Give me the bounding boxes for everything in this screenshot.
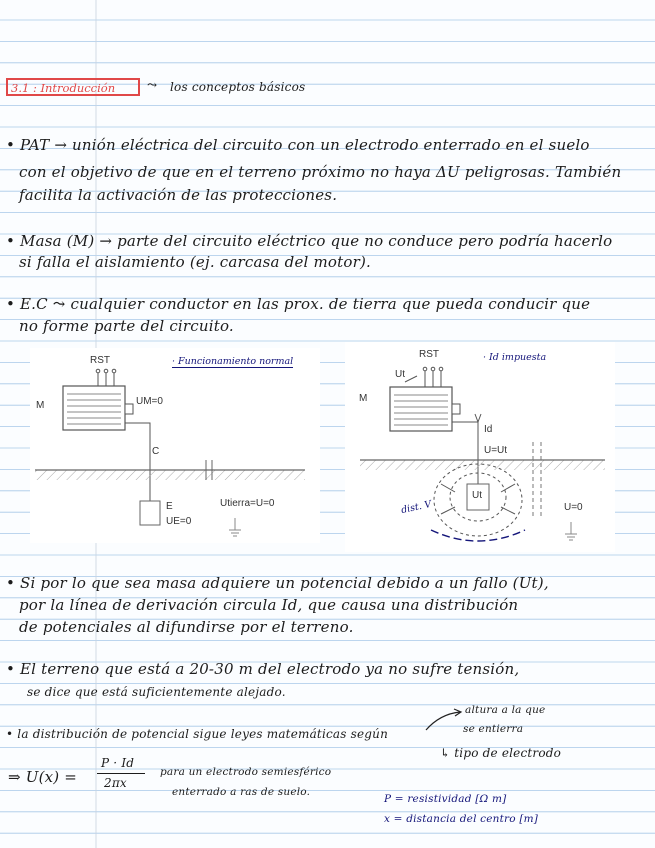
terreno-line-1: • El terreno que está a 20-30 m del electrodo ya no sufre tensión, — [6, 660, 520, 678]
formula-denominator: 2πx — [104, 776, 127, 790]
u-equals-ut-label: U=Ut — [484, 445, 508, 456]
pat-line-3: facilita la activación de las protecciones. — [19, 186, 338, 204]
figure-normal-operation — [30, 348, 320, 543]
formula-desc-1: para un electrodo semiesférico — [160, 766, 332, 778]
option-altura-2: se entierra — [463, 723, 524, 735]
masa-line-1: • Masa (M) → parte del circuito eléctrico que no conduce pero podría hacerlo — [6, 232, 613, 250]
section-title: 3.1 : Introducción — [6, 78, 140, 96]
earth-symbol-icon — [229, 518, 241, 536]
figure-imposed-current — [345, 342, 615, 552]
pat-line-1: • PAT → unión eléctrica del circuito con un electrodo enterrado en el suelo — [6, 136, 590, 154]
utierra-label: Utierra=U=0 — [220, 498, 275, 509]
motor-icon — [63, 386, 133, 430]
formula-lhs: ⇒ U(x) = — [8, 768, 78, 786]
formula-fraction-bar — [97, 773, 145, 774]
falla-line-2: por la línea de derivación circula Id, que causa una distribución — [19, 596, 519, 614]
figure-normal-drawing — [30, 348, 320, 543]
conductor-label: C — [152, 446, 160, 457]
formula-desc-2: enterrado a ras de suelo. — [172, 786, 311, 798]
header-subtitle: los conceptos básicos — [170, 80, 306, 94]
normal-operation-note: · Funcionamiento normal — [172, 356, 294, 367]
ec-line-2: no forme parte del circuito. — [19, 317, 234, 335]
rst-label: RST — [419, 349, 439, 360]
header-arrow: ⤳ — [147, 78, 158, 92]
motor-icon — [390, 387, 460, 431]
electrode-label: E — [166, 501, 173, 512]
figure-imposed-drawing — [345, 342, 615, 552]
supply-wires-icon — [96, 369, 116, 386]
ground-conductor — [125, 423, 150, 503]
pat-line-2: con el objetivo de que en el terreno próximo no haya ΔU peligrosas. También — [19, 163, 622, 181]
option-altura-1: altura a la que — [465, 704, 546, 716]
rst-label: RST — [90, 355, 110, 366]
distribucion-line-1: • la distribución de potencial sigue leyes matemáticas según — [6, 727, 389, 741]
earth-symbol-icon — [565, 522, 577, 540]
imposed-current-note: · Id impuesta — [483, 352, 547, 363]
option-tipo: ↳ tipo de electrodo — [440, 746, 562, 760]
masa-line-2: si falla el aislamiento (ej. carcasa del motor). — [19, 253, 371, 271]
um-label: UM=0 — [136, 396, 163, 407]
supply-wires-icon — [405, 367, 443, 387]
electrode-icon — [140, 501, 160, 525]
motor-label: M — [359, 393, 368, 404]
ue-label: UE=0 — [166, 516, 192, 527]
definition-rho: P = resistividad [Ω m] — [384, 793, 507, 805]
dist-v-note: dist. V — [400, 498, 433, 517]
falla-line-1: • Si por lo que sea masa adquiere un potencial debido a un fallo (Ut), — [6, 574, 549, 592]
id-label: Id — [484, 424, 493, 435]
electrode-ut-label: Ut — [472, 490, 482, 501]
branch-arrow-icon — [424, 708, 464, 734]
ground-hatch — [35, 470, 305, 480]
ground-hatch — [360, 460, 605, 470]
formula-numerator: P · Id — [101, 756, 135, 770]
terreno-line-2: se dice que está suficientemente alejado. — [27, 685, 286, 699]
falla-line-3: de potenciales al difundirse por el terreno. — [19, 618, 354, 636]
u-zero-label: U=0 — [564, 502, 583, 513]
ec-line-1: • E.C ⤳ cualquier conductor en las prox. de tierra que pueda conducir que — [6, 295, 591, 313]
motor-label: M — [36, 400, 45, 411]
definition-x: x = distancia del centro [m] — [384, 813, 539, 825]
ut-top-label: Ut — [395, 369, 405, 380]
